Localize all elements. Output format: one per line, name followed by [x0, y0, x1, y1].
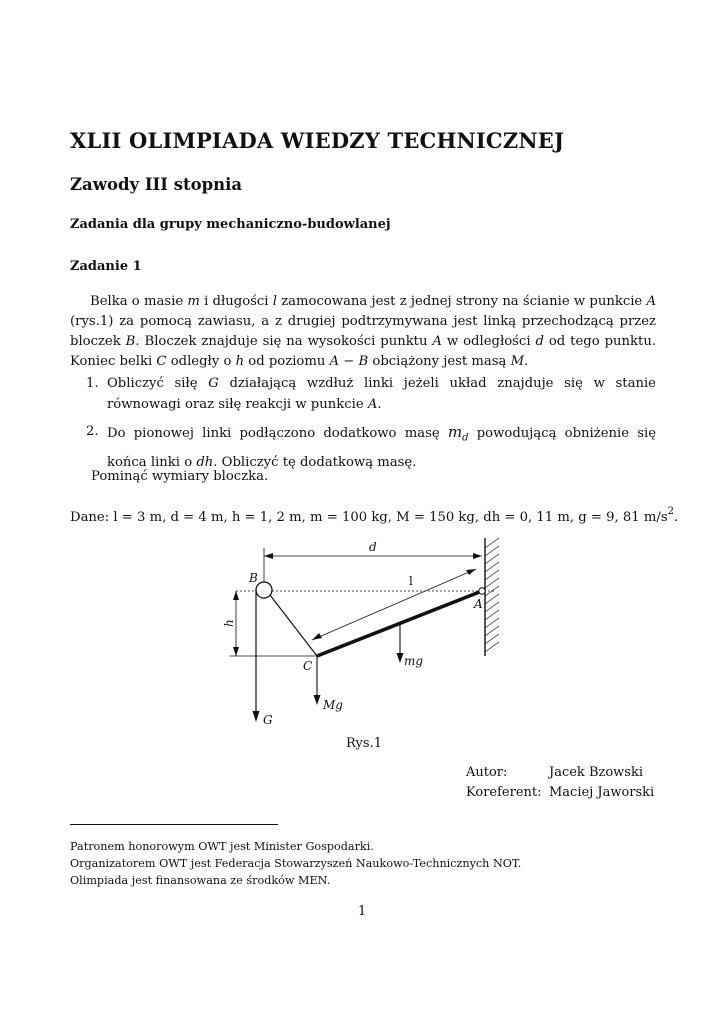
group-heading: Zadania dla grupy mechaniczno-budowlanej [70, 217, 391, 232]
footnote-line: Organizatorem OWT jest Federacja Stowarzyszeń Naukowo-Technicznych NOT. [70, 857, 522, 870]
problem-paragraph: Belka o masie m i długości l zamocowana jest z jednej strony na ścianie w punkcie A (rys.1) za pomocą zawiasu, a z drugiej podtrzymywana jest linką przechodzącą przez bloczek B. Bloczek znajduje się na wysokości punktu A w odległości d od tego punktu. Koniec belki C odległy o h od poziomu A − B obciążony jest masą M. [70, 294, 657, 369]
d-arrow-left [264, 553, 273, 559]
given-data: Dane: l = 3 m, d = 4 m, h = 1, 2 m, m = 100 kg, M = 150 kg, dh = 0, 11 m, g = 9, 81 $m/s^2$. [70, 506, 679, 525]
h-arrow-top [233, 591, 239, 600]
page-number: 1 [358, 904, 367, 919]
label-h: h [222, 619, 236, 627]
list-item-text: Obliczyć siłę G działającą wzdłuż linki jeżeli układ znajduje się w stanie równowagi oraz siłę reakcji w punkcie A. [107, 376, 656, 412]
list-item-text: Do pionowej linki podłączono dodatkowo masę $m_d$ powodującą obniżenie się końca linki o dh. Obliczyć tę dodatkową masę. [107, 423, 657, 470]
author-row: Autor: Jacek Bzowski [466, 765, 644, 780]
footnote-line: Patronem honorowym OWT jest Minister Gospodarki. [70, 840, 374, 853]
label-d: d [369, 540, 377, 554]
beam-weight-arrow [397, 653, 404, 663]
d-arrow-right [473, 553, 482, 559]
task-heading: Zadanie 1 [70, 259, 142, 274]
label-big-mg: Mg [323, 698, 343, 712]
label-c: C [303, 659, 313, 673]
label-a: A [474, 597, 483, 611]
label-g: G [263, 713, 273, 727]
list-item-number: 2. [86, 424, 99, 439]
figure-caption: Rys.1 [346, 736, 382, 751]
l-arrow-upper [466, 569, 476, 575]
h-arrow-bottom [233, 647, 239, 656]
pulley-b [256, 582, 272, 598]
l-arrow-lower [312, 633, 322, 640]
olympiad-title: XLII OLIMPIADA WIEDZY TECHNICZNEJ [70, 128, 565, 153]
stage-subtitle: Zawody III stopnia [70, 175, 243, 194]
label-b: B [249, 571, 258, 585]
omit-note: Pominąć wymiary bloczka. [91, 469, 269, 484]
hinge-a [479, 588, 485, 594]
coreferent-row: Koreferent: Maciej Jaworski [466, 785, 655, 800]
footnote-line: Olimpiada jest finansowana ze środków MEN. [70, 874, 331, 887]
rope [270, 595, 317, 656]
authors-block [466, 763, 654, 803]
mg-force-arrow [314, 695, 321, 705]
wall-hatching [485, 538, 499, 652]
g-arrow-head [253, 711, 260, 722]
label-l: l [409, 574, 413, 588]
footnote-rule [70, 824, 278, 825]
label-mg: mg [404, 654, 424, 668]
list-item-number: 1. [86, 376, 99, 391]
footnotes [70, 838, 521, 889]
